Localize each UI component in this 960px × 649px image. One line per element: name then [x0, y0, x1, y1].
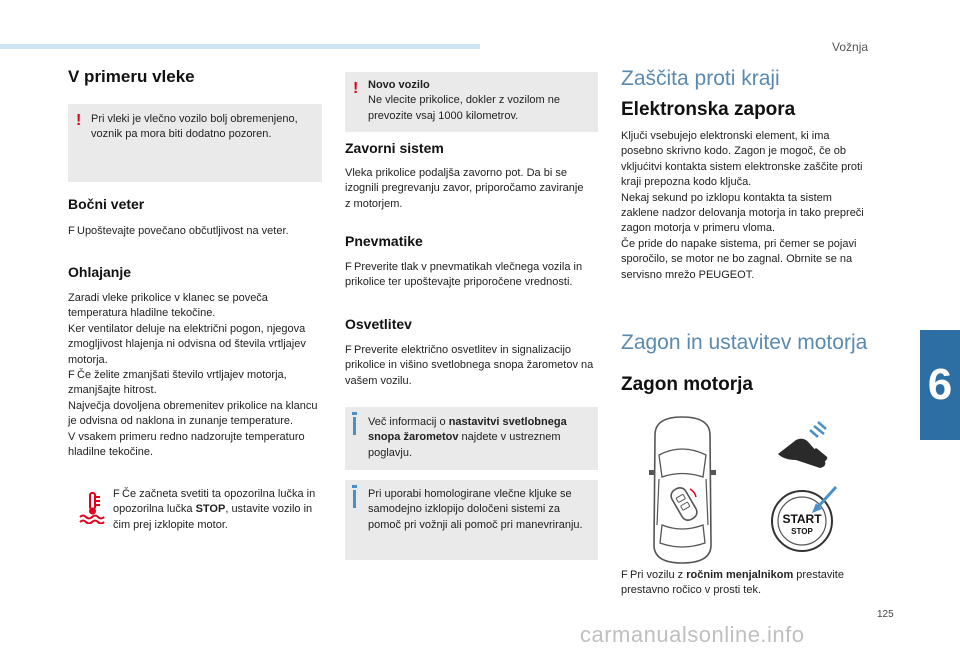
heading-engine-start: Zagon motorja	[621, 374, 753, 395]
watermark-text: carmanualsonline.info	[580, 622, 805, 647]
coolant-lamp-text: F Če začneta svetiti ta opozorilna lučka in opozorilna lučka STOP, ustavite vozilo in čim prej izklopite motor.	[113, 488, 316, 531]
crosswind-item: F Upoštevajte povečano občutljivost na veter.	[68, 224, 328, 239]
warning-icon: !	[353, 80, 359, 97]
cooling-body	[68, 291, 326, 460]
heading-brakes: Zavorni sistem	[345, 140, 444, 156]
warning-text: Pri vleki je vlečno vozilo bolj obremenjeno, voznik pa mora biti dodatno pozoren.	[91, 113, 298, 141]
lights-item: F Preverite električno osvetlitev in signalizacijo prikolice in višino svetlobnega snopa žarometov na vašem vozilu.	[345, 344, 594, 387]
info-headlamps-text: Več informacij o nastavitvi svetlobnega snopa žarometov najdete v ustreznem poglavju.	[368, 416, 567, 459]
info-icon	[353, 490, 356, 508]
heading-lights: Osvetlitev	[345, 316, 412, 332]
warning-box	[68, 104, 322, 182]
cooling-item: F Če želite zmanjšati število vrtljajev motorja, zmanjšajte hitrost.	[68, 369, 287, 397]
bullet-icon: F	[113, 488, 120, 500]
bullet-icon: F	[68, 225, 75, 237]
top-accent-bar	[0, 44, 480, 49]
stop-label: STOP	[791, 527, 813, 536]
cooling-p2: Ker ventilator deluje na električni pogon, njegova zmogljivost hlajenja ni odvisna od števila vrtljajev motorja.	[68, 322, 306, 366]
new-vehicle-text: Ne vlecite prikolice, dokler z vozilom ne prevozite vsaj 1000 kilometrov.	[368, 94, 560, 122]
heading-anti-theft: Zaščita proti kraji	[621, 67, 780, 90]
start-label: START	[782, 512, 822, 526]
immobiliser-p1: Ključi vsebujejo elektronski element, ki ima posebno skrivno kodo. Zagon je mogoč, če ob vkljućitvi kontakta sistem elektronske zaščite proti kraji prepozna kodo ključa.	[621, 130, 863, 189]
bullet-icon: F	[68, 369, 75, 382]
info-box-headlamps	[345, 407, 598, 470]
heading-tyres: Pnevmatike	[345, 233, 423, 249]
heading-crosswind: Bočni veter	[68, 196, 145, 212]
foot-on-pedal-icon	[776, 420, 831, 472]
warning-icon: !	[76, 112, 82, 129]
bullet-icon: F	[345, 261, 352, 273]
cooling-p4: V vsakem primeru redno nadzorujte temperaturo hladilne tekočine.	[68, 430, 305, 459]
page-number: 125	[877, 609, 894, 620]
heading-start-stop: Zagon in ustavitev motorja	[621, 331, 868, 354]
new-vehicle-title: Novo vozilo	[368, 79, 430, 91]
manual-gearbox-item: F Pri vozilu z ročnim menjalnikom prestavite prestavno ročico v prosti tek.	[621, 569, 844, 597]
tyres-item: F Preverite tlak v pnevmatikah vlečnega vozila in prikolice ter upoštevajte priporočene vrednosti.	[345, 261, 583, 289]
cooling-p1: Zaradi vleke prikolice v klanec se poveča temperatura hladilne tekočine.	[68, 292, 268, 320]
cooling-p3: Največja dovoljena obremenitev prikolice na klancu je odvisna od naklona in zunanje temperature.	[68, 399, 318, 428]
info-towbar-text: Pri uporabi homologirane vlečne kljuke se samodejno izklopijo določeni sistemi za pomoč pri vožnji ali pomoč pri manevriranju.	[368, 488, 583, 531]
title-towing: V primeru vleke	[68, 67, 195, 86]
section-label: Vožnja	[832, 40, 869, 54]
key-fob-icon	[668, 483, 700, 525]
info-box-towbar	[345, 480, 598, 560]
bullet-icon: F	[345, 344, 352, 356]
new-vehicle-content	[368, 78, 592, 124]
bullet-icon: F	[621, 569, 628, 581]
heading-cooling: Ohlajanje	[68, 264, 132, 280]
chapter-tab: 6	[920, 330, 960, 440]
brakes-text: Vleka prikolice podaljša zavorno pot. Da bi se izognili pregrevanju zavor, priporočamo zaviranje z motorjem.	[345, 167, 584, 210]
start-stop-button-icon	[768, 483, 840, 555]
immobiliser-p3: Če pride do napake sistema, pri čemer se pojavi sporočilo, se motor ne bo zagnal. Obrnite se na servisno mrežo PEUGEOT.	[621, 237, 857, 281]
info-icon	[353, 417, 356, 435]
immobiliser-p2: Nekaj sekund po izklopu kontakta ta sistem zaklene nadzor delovanja motorja in tako prepreči zagon motorja v primeru vloma.	[621, 191, 864, 235]
coolant-temperature-warning-icon	[78, 492, 108, 524]
heading-immobiliser: Elektronska zapora	[621, 99, 796, 120]
immobiliser-body	[621, 129, 871, 283]
new-vehicle-warning-box	[345, 72, 598, 132]
